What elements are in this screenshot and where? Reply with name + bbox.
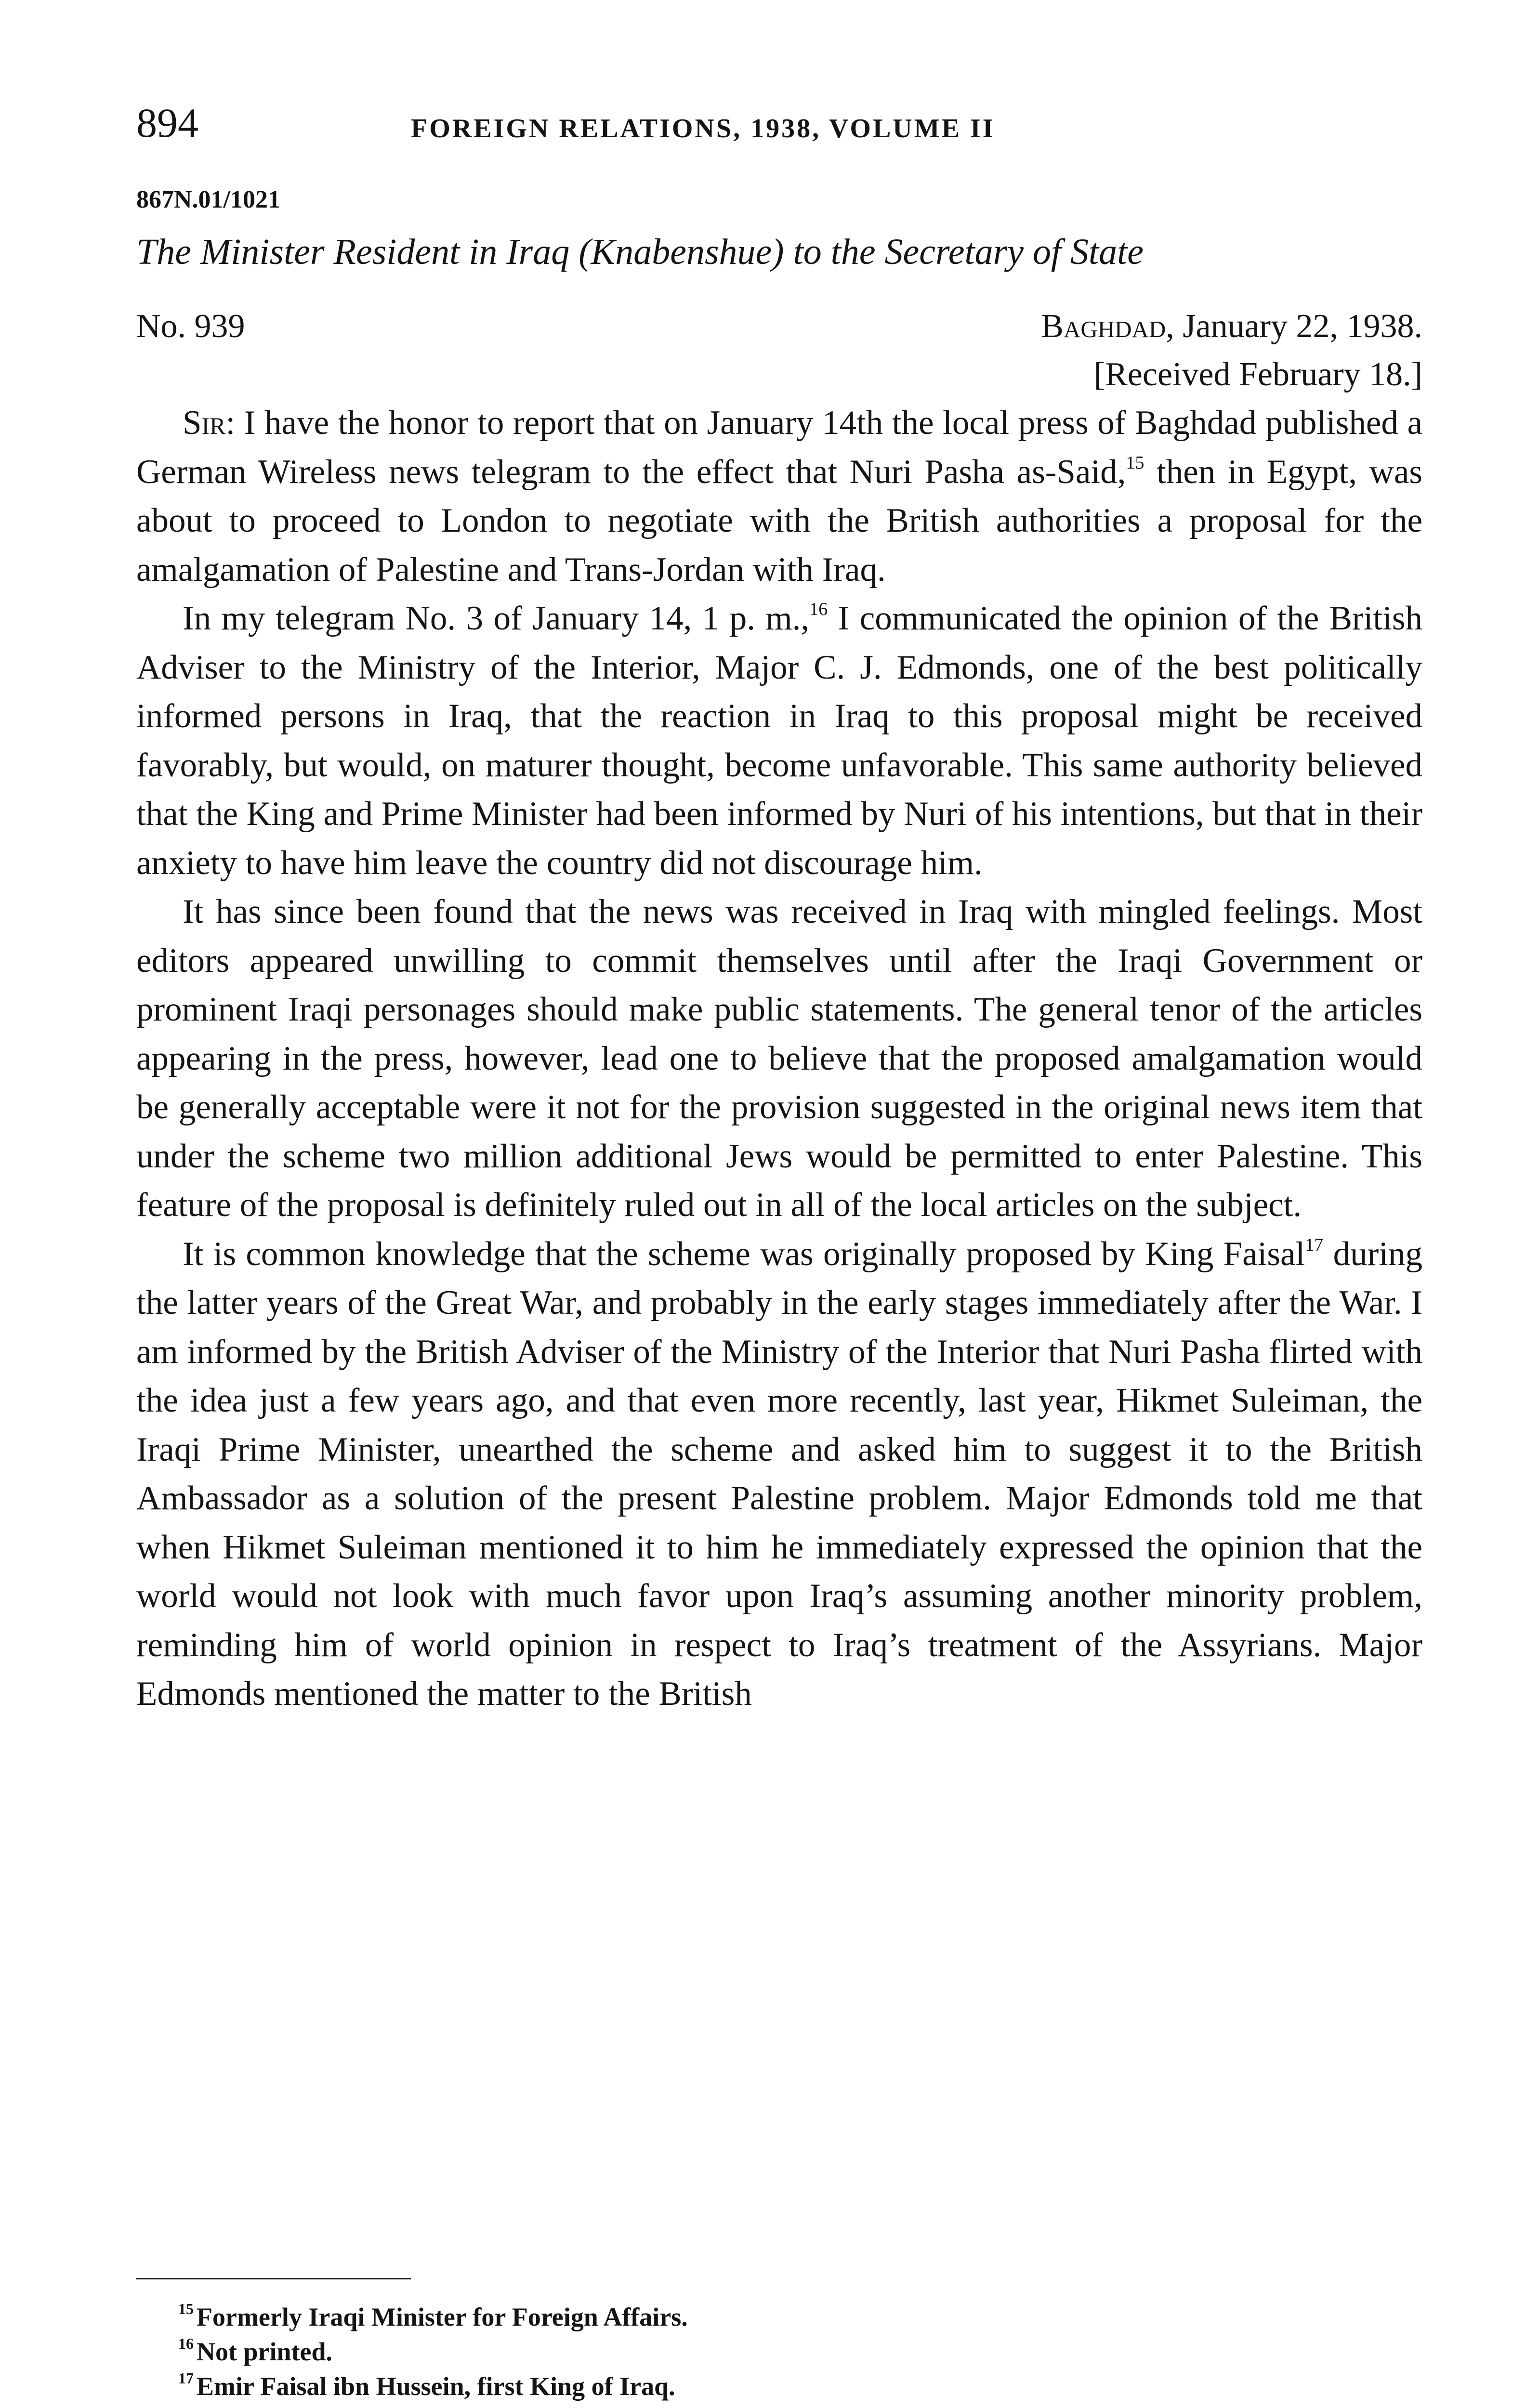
- page-header: [136, 96, 1422, 149]
- document-title: The Minister Resident in Iraq (Knabenshue) to the Secretary of State: [136, 232, 1144, 272]
- paragraph-3: It has since been found that the news was received in Iraq with mingled feelings. Most editors appeared unwilling to commit themselves until after the Iraqi Government or prominent Iraqi personages should make public statements. The general tenor of the articles appearing in the press, however, lead one to believe that the proposed amalgamation would be generally acceptable were it not for the provision suggested in the original news item that under the scheme two million additional Jews would be permitted to enter Palestine. This feature of the proposal is definitely ruled out in all of the local articles on the subject.: [136, 893, 1422, 1224]
- footnote-17: [178, 2369, 1334, 2404]
- dateline-date: January 22, 1938.: [1183, 308, 1422, 345]
- dateline-block: [136, 302, 1422, 399]
- running-head: FOREIGN RELATIONS, 1938, VOLUME II: [411, 114, 995, 144]
- paragraph-4: [136, 1230, 1422, 1719]
- paragraph-1: [136, 399, 1422, 594]
- footnotes: [178, 2300, 1334, 2404]
- page-number: 894: [136, 100, 198, 146]
- paragraph-2: [136, 594, 1422, 888]
- paragraph-1-text-b: then in Egypt, was about to proceed to London to negotiate with the British authorities a proposal for the amalgamation of Palestine and Trans-Jordan with Iraq.: [136, 453, 1422, 589]
- paragraph-2-text-b: I communicated the opinion of the British Adviser to the Ministry of the Interior, Major C. J. Edmonds, one of the best politically informed persons in Iraq, that the reaction in Iraq to this proposal might be received favorably, but would, on maturer thought, become unfavorable. This same authority believed that the King and Prime Minister had been informed by Nuri of his intentions, but that in their anxiety to have him leave the country did not discourage him.: [136, 600, 1422, 882]
- file-number: 867N.01/1021: [136, 186, 280, 213]
- footnote-divider: [136, 2278, 411, 2279]
- footnote-ref-15: 15: [1126, 452, 1144, 473]
- dateline: [1041, 302, 1422, 351]
- footnote-15: [178, 2300, 1334, 2334]
- dateline-place: Baghdad,: [1041, 308, 1174, 345]
- footnote-ref-17: 17: [1305, 1234, 1324, 1255]
- footnote-mark: 16: [178, 2335, 194, 2352]
- letter-body: [136, 399, 1422, 1719]
- footnote-mark: 15: [178, 2300, 194, 2317]
- footnote-text: Emir Faisal ibn Hussein, first King of Iraq.: [197, 2372, 675, 2401]
- received-date: [Received February 18.]: [1093, 356, 1422, 393]
- footnote-ref-16: 16: [809, 599, 828, 619]
- paragraph-4-text-a: It is common knowledge that the scheme was originally proposed by King Faisal: [183, 1235, 1305, 1273]
- footnote-mark: 17: [178, 2369, 194, 2387]
- document-page: [136, 96, 1422, 1719]
- paragraph-1-text-a: : I have the honor to report that on January 14th the local press of Baghdad published a German Wireless news telegram to the effect that Nuri Pasha as-Said,: [136, 404, 1422, 491]
- footnote-text: Not printed.: [197, 2337, 332, 2366]
- document-number: No. 939: [136, 308, 245, 345]
- salutation: Sir: [183, 404, 226, 442]
- footnote-text: Formerly Iraqi Minister for Foreign Affairs.: [197, 2303, 688, 2331]
- paragraph-4-text-b: during the latter years of the Great War, and probably in the early stages immediately after the War. I am informed by the British Adviser of the Ministry of the Interior that Nuri Pasha flirted with the idea just a few years ago, and that even more recently, last year, Hikmet Suleiman, the Iraqi Prime Minister, unearthed the scheme and asked him to suggest it to the British Ambassador as a solution of the present Palestine problem. Major Edmonds told me that when Hikmet Suleiman mentioned it to him he immediately expressed the opinion that the world would not look with much favor upon Iraq’s assuming another minority problem, reminding him of world opinion in respect to Iraq’s treatment of the Assyrians. Major Edmonds mentioned the matter to the British: [136, 1235, 1422, 1713]
- paragraph-2-text-a: In my telegram No. 3 of January 14, 1 p. m.,: [183, 600, 810, 637]
- footnote-16: [178, 2334, 1334, 2369]
